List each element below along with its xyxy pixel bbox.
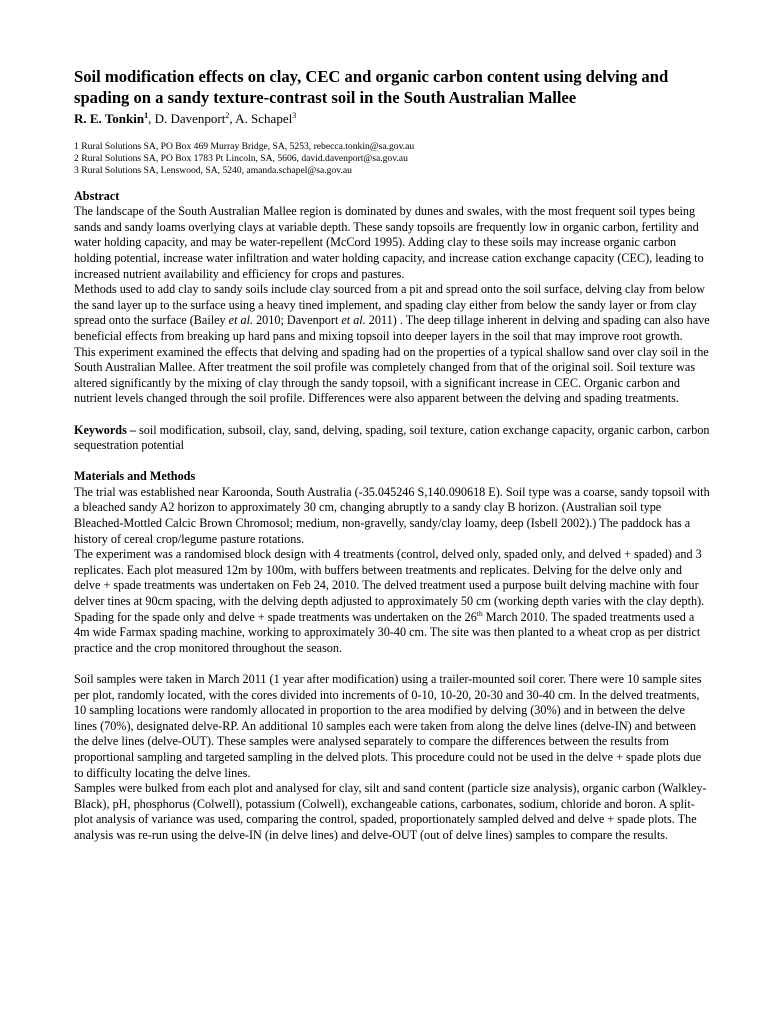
methods-paragraph: Soil samples were taken in March 2011 (1 year after modification) using a trailer-mounted soil corer. There were 10 sample sites per plot, randomly located, with the cores divided into increments of 0-10, 10-20, 20-30 and 30-40 cm. In the delved treatments, 10 sampling locations were randomly allocated in proportion to the area modified by delving (30%) and in between the delve lines (70%), designated delve-RP. An additional 10 samples each were taken from along the delve lines (delve-IN) and between the delve lines (delve-OUT). These samples were analysed separately to compare the differences between the results from proportional sampling and targeted sampling in the delved plots. This procedure could not be used in the delve + spade plots due to difficulty locating the delve lines. — [74, 672, 702, 780]
affiliation: 2 Rural Solutions SA, PO Box 1783 Pt Lincoln, SA, 5606, david.davenport@sa.gov.au — [74, 153, 408, 165]
spacer — [74, 407, 710, 423]
keywords-text: soil modification, subsoil, clay, sand, delving, spading, soil texture, cation exchange capacity, organic carbon, carbon sequestration potential — [74, 422, 710, 453]
affiliation-list — [74, 141, 710, 178]
citation-etal: et al. — [228, 313, 254, 328]
spacer — [74, 656, 710, 672]
methods-paragraph — [74, 547, 710, 656]
methods-heading: Materials and Methods — [74, 469, 196, 484]
keywords — [74, 423, 710, 454]
methods-paragraph: Samples were bulked from each plot and analysed for clay, silt and sand content (particle size analysis), organic carbon (Walkley-Black), pH, phosphorus (Colwell), potassium (Colwell), exchangeable cations, carbonates, sodium, chloride and boron. A split-plot analysis of variance was used, comparing the control, spaded, proportionately sampled delved and delve + spade plots. The analysis was re-run using the delve-IN (in delve lines) and delve-OUT (out of delve lines) samples to compare the results. — [74, 781, 707, 842]
affiliation: 3 Rural Solutions SA, Lenswood, SA, 5240, amanda.schapel@sa.gov.au — [74, 165, 352, 177]
affiliation: 1 Rural Solutions SA, PO Box 469 Murray Bridge, SA, 5253, rebecca.tonkin@sa.gov.au — [74, 141, 415, 152]
abstract-paragraph — [74, 282, 710, 344]
author-affiliation-marker: 2 — [225, 111, 230, 120]
ordinal-suffix: th — [476, 608, 483, 618]
abstract-paragraph: The landscape of the South Australian Mallee region is dominated by dunes and swales, with the most frequent soil types being sands and sandy loams overlying clays at variable depth. These sandy topsoils are frequently low in organic carbon, fertility and water holding capacity, and may be water-repellent (McCord 1995). Adding clay to these soils may increase organic carbon holding potential, increase water infiltration and water holding capacity, and increase cation exchange capacity (CEC), leading to increased nutrient availability and efficiency for crops and pastures. — [74, 204, 704, 281]
author-affiliation-marker: 3 — [292, 111, 297, 120]
text-run: The experiment was a randomised block design with 4 treatments (control, delved only, spaded only, and delved + spaded) and 3 replicates. Each plot measured 12m by 100m, with buffers between treatments and replicates. Delving for the delve only and delve + spade treatments was undertaken on Feb 24, 2010. The delved treatment used a purpose built delving machine with four delver tines at 90cm spacing, with the delving depth adjusted to approximately 50 cm (working depth varies with the clay depth). Spading for the spade only and delve + spade treatments was undertaken on the 26 — [74, 547, 705, 624]
author-affiliation-marker: 1 — [144, 111, 149, 120]
abstract-heading: Abstract — [74, 188, 120, 203]
text-run: Methods used to add clay to sandy soils include clay sourced from a pit and spread onto the soil surface, delving clay from below the sand layer up to the surface using a heavy tined implement, and spading clay either from below the sandy layer or from clay spread onto the surface (Bailey — [74, 282, 705, 328]
text-run: 2010; Davenport — [253, 313, 342, 328]
author-name: A. Schapel — [235, 111, 293, 126]
methods-paragraph: The trial was established near Karoonda, South Australia (-35.045246 S,140.090618 E). Soil type was a coarse, sandy topsoil with a bleached sandy A2 horizon to approximately 30 cm, changing abruptly to a sandy clay B horizon. (Australian soil type Bleached-Mottled Calcic Brown Chromosol; medium, non-gravelly, sandy/clay loamy, deep (Isbell 2002).) The paddock has a history of cereal crop/legume pasture rotations. — [74, 484, 710, 546]
author-list: R. E. Tonkin$^1$, D. Davenport$^2$, A. Schapel$^3$ — [74, 111, 297, 126]
author-name: D. Davenport — [154, 111, 226, 126]
text-run: March 2010. The spaded treatments used a 4m wide Farmax spading machine, working to approximately 30-40 cm. The site was then planted to a wheat crop as per district practice and the crop monitored throughout the season. — [74, 609, 701, 655]
keywords-label: Keywords – — [74, 422, 136, 437]
abstract-paragraph: This experiment examined the effects that delving and spading had on the properties of a typical shallow sand over clay soil in the South Australian Mallee. After treatment the soil profile was completely changed from that of the original soil. Soil texture was altered significantly by the mixing of clay through the sandy topsoil, with a significant increase in CEC. Organic carbon and nutrient levels changed through the soil profile. Differences were also apparent between the delving and spading treatments. — [74, 344, 709, 406]
author-name: R. E. Tonkin — [74, 111, 145, 126]
paper-title: Soil modification effects on clay, CEC and organic carbon content using delving and spading on a sandy texture-contrast soil in the South Australian Mallee — [74, 67, 669, 107]
spacer — [74, 454, 710, 470]
text-run: 2011) . The deep tillage inherent in delving and spading can also have beneficial effects from breaking up hard pans and mixing topsoil into deeper layers in the soil that may improve root growth. — [74, 313, 710, 343]
citation-etal: et al. — [341, 313, 366, 328]
